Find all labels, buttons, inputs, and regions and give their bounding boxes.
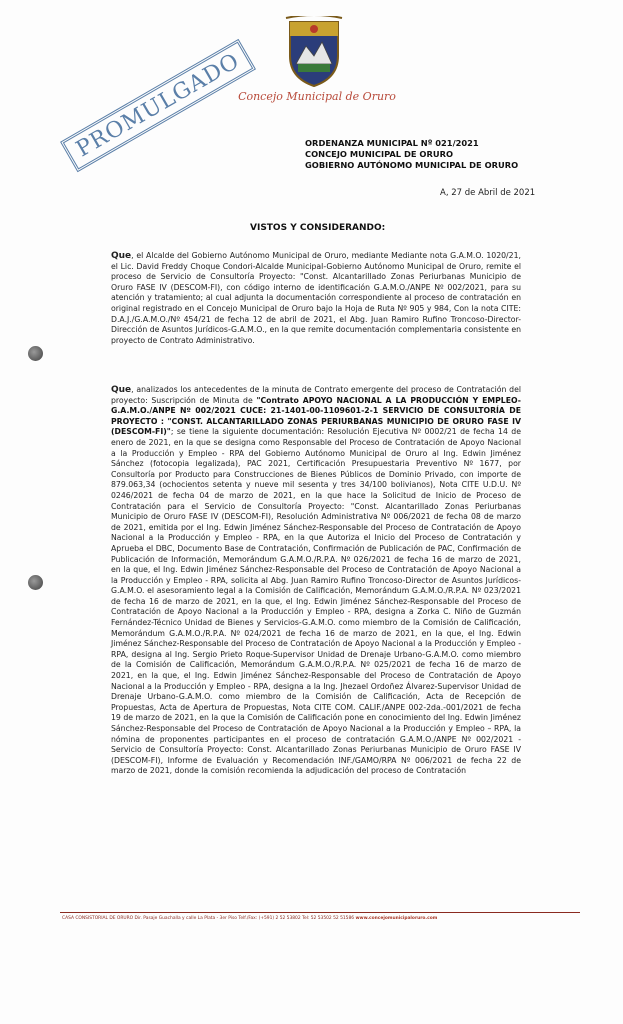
municipal-crest-icon	[284, 16, 344, 88]
paragraph-1	[111, 251, 521, 346]
document-date: A, 27 de Abril de 2021	[440, 188, 536, 198]
paragraph-2	[111, 385, 521, 777]
council-name: CONCEJO MUNICIPAL DE ORURO	[305, 149, 454, 159]
footer-website: www.concejomunicipaloruro.com	[355, 916, 438, 921]
paragraph-2-contract-title: "Contrato APOYO NACIONAL A LA PRODUCCIÓN Y EMPLEO- G.A.M.O./ANPE Nº 002/2021 CUCE: 21-1401-00-1109601-2-1 SERVICIO DE CONSULTORÍA DE PROYECTO : "CONST. ALCANTARILLADO ZONAS PERIURBANAS MUNICIPIO DE ORURO FASE IV (DESCOM-FI)"	[111, 395, 521, 437]
punch-hole-top	[28, 346, 43, 361]
footer	[62, 916, 582, 921]
footer-address: CASA CONSISTORIAL DE ORURO Dir. Pasaje Guachalla y calle La Plata - 3er Piso Telf./Fax: (+591) 2 52 53802 Tel: 52 53502 52 51586	[62, 916, 355, 921]
punch-hole-bottom	[28, 575, 43, 590]
promulgado-stamp: PROMULGADO	[60, 39, 256, 172]
footer-divider	[60, 912, 580, 913]
paragraph-2-lead: Que	[111, 385, 132, 395]
government-name: GOBIERNO AUTÓNOMO MUNICIPAL DE ORURO	[305, 160, 519, 170]
paragraph-1-text: , el Alcalde del Gobierno Autónomo Municipal de Oruro, mediante Mediante nota G.A.M.O. 1020/21, el Lic. David Freddy Choque Condori-Alcalde Municipal-Gobierno Autónomo Municipal de Oruro, remite el proceso de Servicio de Consultoría Proyecto: "Const. Alcantarillado Zonas Periurbanas Municipio de Oruro FASE IV (DESCOM-FI), con código interno de identificación G.A.M.O./ANPE Nº 002/2021, para su atención y tratamiento; al cual adjunta la documentación correspondiente al proceso de contratación en original registrado en el Concejo Municipal de Oruro bajo la Hoja de Ruta Nº 905 y 984, Con la nota CITE: D.A.J./G.A.M.O./Nº 454/21 de fecha 12 de abril de 2021, el Abg. Juan Ramiro Rufino Troncoso-Director-Dirección de Asuntos Jurídicos-G.A.M.O., en la que remite documentación complementaria consistente en proyecto de Contrato Administrativo.	[111, 251, 521, 345]
paragraph-1-lead: Que	[111, 251, 132, 261]
paragraph-2-text-b: ; se tiene la siguiente documentación: Resolución Ejecutiva Nº 0002/21 de fecha 14 de enero de 2021, en la que se designa como Responsable del Proceso de Contratación de Apoyo Nacional a la Producción y Empleo - RPA del Gobierno Autónomo Municipal de Oruro al Ing. Edwin Jiménez Sánchez (fotocopia legalizada), PAC 2021, Certificación Presupuestaria Preventivo Nº 1677, por Consultoría por Producto para Construcciones de Bienes Públicos de Dominio Privado, con importe de 879.063,34 (ochocientos setenta y nueve mil sesenta y tres 34/100 bolivianos), Nota CITE U.D.U. Nº 0246/2021 de fecha 04 de marzo de 2021, en la que hace la Solicitud de Inicio de Proceso de Contratación para el Servicio de Consultoría Proyecto: "Const. Alcantarillado Zonas Periurbanas Municipio de Oruro FASE IV (DESCOM-FI), Resolución Administrativa Nº 006/2021 de fecha 08 de marzo de 2021, emitida por el Ing. Edwin Jiménez Sánchez-Responsable del Proceso de Contratación de Apoyo Nacional a la Producción y Empleo - RPA, en la que Autoriza el Inicio del Proceso de Contratación y Aprueba el DBC, Documento Base de Contratación, Confirmación de Publicación de PAC, Confirmación de Publicación de Información, Memorándum G.A.M.O./R.P.A. Nº 026/2021 de fecha 16 de marzo de 2021, en la que, el Ing. Edwin Jiménez Sánchez-Responsable del Proceso de Contratación de Apoyo Nacional a la Producción y Empleo - RPA, solicita al Abg. Juan Ramiro Rufino Troncoso-Director de Asuntos Jurídicos-G.A.M.O. el asesoramiento legal a la Comisión de Calificación, Memorándum G.A.M.O./R.P.A. Nº 023/2021 de fecha 16 de marzo de 2021, en la que, el Ing. Edwin Jiménez Sánchez-Responsable del Proceso de Contratación de Apoyo Nacional a la Producción y Empleo - RPA, designa a Zorka C. Niño de Guzmán Fernández-Técnico Unidad de Bienes y Servicios-G.A.M.O. como miembro de la Comisión de Calificación, Memorándum G.A.M.O./R.P.A. Nº 024/2021 de fecha 16 de marzo de 2021, en la que, el Ing. Edwin Jiménez Sánchez-Responsable del Proceso de Contratación de Apoyo Nacional a la Producción y Empleo - RPA, designa al Ing. Sergio Prieto Roque-Supervisor Unidad de Drenaje Urbano-G.A.M.O. como miembro de la Comisión de Calificación, Memorándum G.A.M.O./R.P.A. Nº 025/2021 de fecha 16 de marzo de 2021, en la que, el Ing. Edwin Jiménez Sánchez-Responsable del Proceso de Contratación de Apoyo Nacional a la Producción y Empleo - RPA, designa a la Ing. Jhezael Ordoñez Álvarez-Supervisor Unidad de Drenaje Urbano-G.A.M.O. como miembro de la Comisión de Calificación, Acta de Recepción de Propuestas, Acta de Apertura de Propuestas, Nota CITE COM. CALIF./ANPE 002-2da.-001/2021 de fecha 19 de marzo de 2021, en la que la Comisión de Calificación pone en conocimiento del Ing. Edwin Jiménez Sánchez-Responsable del Proceso de Contratación de Apoyo Nacional a la Producción y Empleo – RPA, la nómina de proponentes participantes en el proceso de contratación G.A.M.O./ANPE Nº 002/2021 - Servicio de Consultoría Proyecto: Const. Alcantarillado Zonas Periurbanas Municipio de Oruro FASE IV (DESCOM-FI), Informe de Evaluación y Recomendación INF./GAMO/RPA Nº 006/2021 de fecha 22 de marzo de 2021, donde la comisión recomienda la adjudicación del proceso de Contratación	[111, 427, 521, 776]
paragraph-2-text-a: , analizados los antecedentes de la minuta de Contrato emergente del proceso de Contratación del proyecto: Suscripción de Minuta de	[111, 385, 521, 405]
section-title: VISTOS Y CONSIDERANDO:	[250, 223, 386, 233]
ordinance-number: ORDENANZA MUNICIPAL Nº 021/2021	[305, 138, 479, 148]
council-caption: Concejo Municipal de Oruro	[238, 90, 396, 103]
ordinance-header	[305, 138, 518, 171]
